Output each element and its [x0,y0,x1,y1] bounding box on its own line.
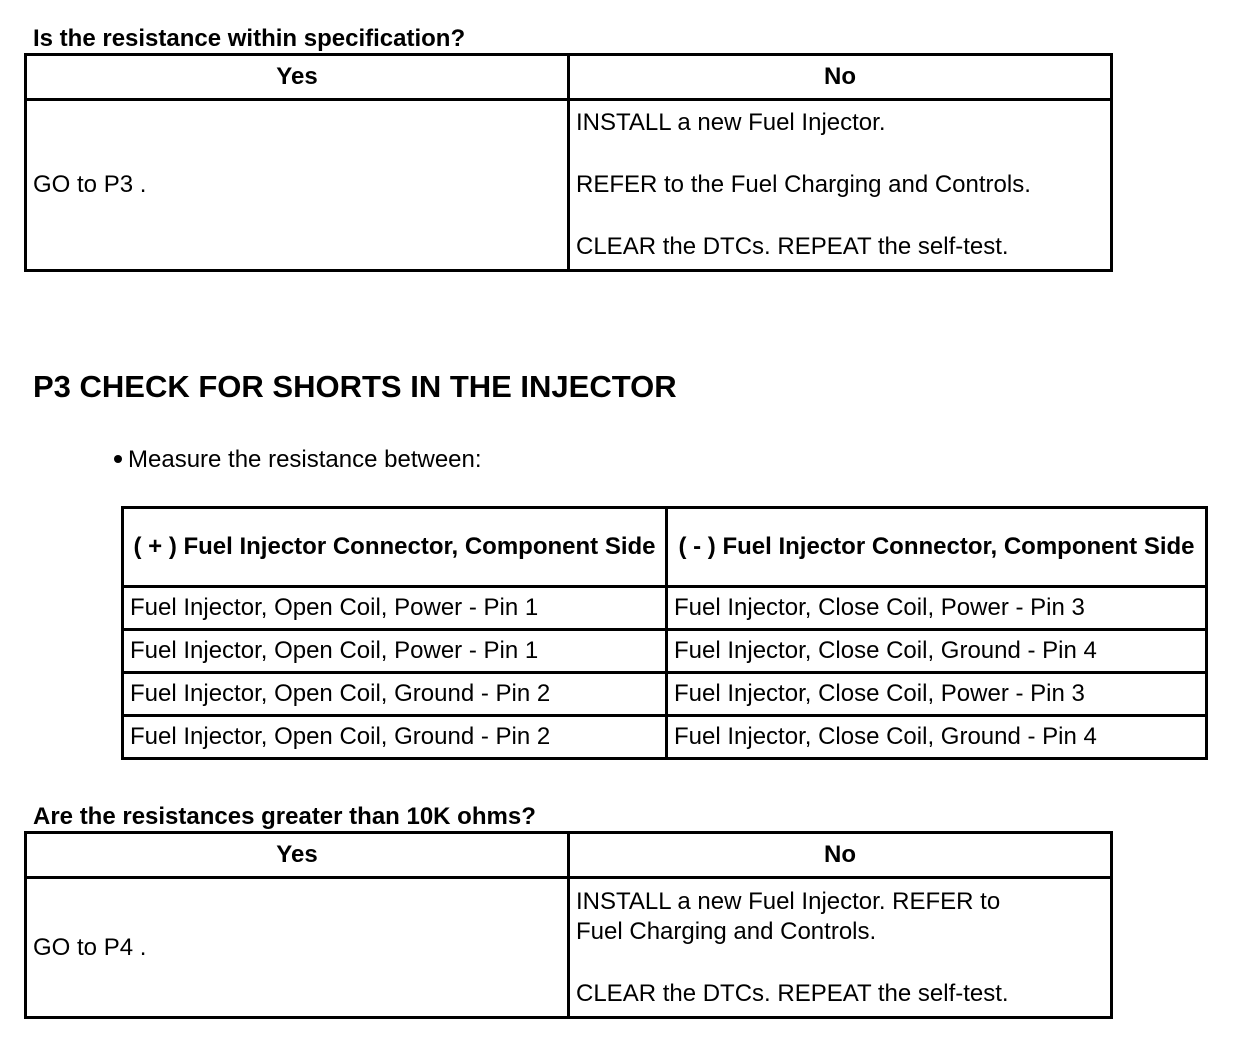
no-action-line: INSTALL a new Fuel Injector. [576,109,886,136]
table-row [123,716,1207,759]
section-title: P3 CHECK FOR SHORTS IN THE INJECTOR [33,369,677,404]
instruction-text: Measure the resistance between: [128,446,482,473]
no-actions [569,100,1112,271]
no-action-line: REFER to the Fuel Charging and Controls. [576,171,1031,198]
pin-cell: Fuel Injector, Open Coil, Power - Pin 1 [123,587,667,630]
no-action-line: INSTALL a new Fuel Injector. REFER to Fuel Charging and Controls. [576,887,1001,945]
bullet-icon [114,455,122,463]
pin-cell: Fuel Injector, Open Coil, Ground - Pin 2 [123,716,667,759]
no-action-line: CLEAR the DTCs. REPEAT the self-test. [576,233,1009,260]
no-action-line: CLEAR the DTCs. REPEAT the self-test. [576,979,1009,1007]
table-row [123,630,1207,673]
yes-action [26,878,569,1018]
pin-cell: Fuel Injector, Close Coil, Ground - Pin 4 [667,716,1207,759]
question-1: Is the resistance within specification? [33,25,466,52]
decision-table-1 [24,53,1113,272]
decision-table-2 [24,831,1113,1019]
yes-header: Yes [26,55,569,100]
pin-cell: Fuel Injector, Close Coil, Ground - Pin 4 [667,630,1207,673]
no-header: No [569,833,1112,878]
table-row [123,587,1207,630]
yes-action [26,100,569,271]
yes-header: Yes [26,833,569,878]
yes-action-text: GO to P4 . [33,933,147,961]
pin-cell: Fuel Injector, Open Coil, Power - Pin 1 [123,630,667,673]
pin-table-header-positive: ( + ) Fuel Injector Connector, Component Side [123,508,667,587]
pin-table [121,506,1208,760]
no-actions [569,878,1112,1018]
instruction-bullet [114,446,482,474]
pin-cell: Fuel Injector, Close Coil, Power - Pin 3 [667,587,1207,630]
no-header: No [569,55,1112,100]
pin-table-header-negative: ( - ) Fuel Injector Connector, Component Side [667,508,1207,587]
pin-cell: Fuel Injector, Close Coil, Power - Pin 3 [667,673,1207,716]
yes-action-text: GO to P3 . [33,171,147,198]
question-2: Are the resistances greater than 10K ohms? [33,803,536,830]
pin-cell: Fuel Injector, Open Coil, Ground - Pin 2 [123,673,667,716]
table-row [123,673,1207,716]
